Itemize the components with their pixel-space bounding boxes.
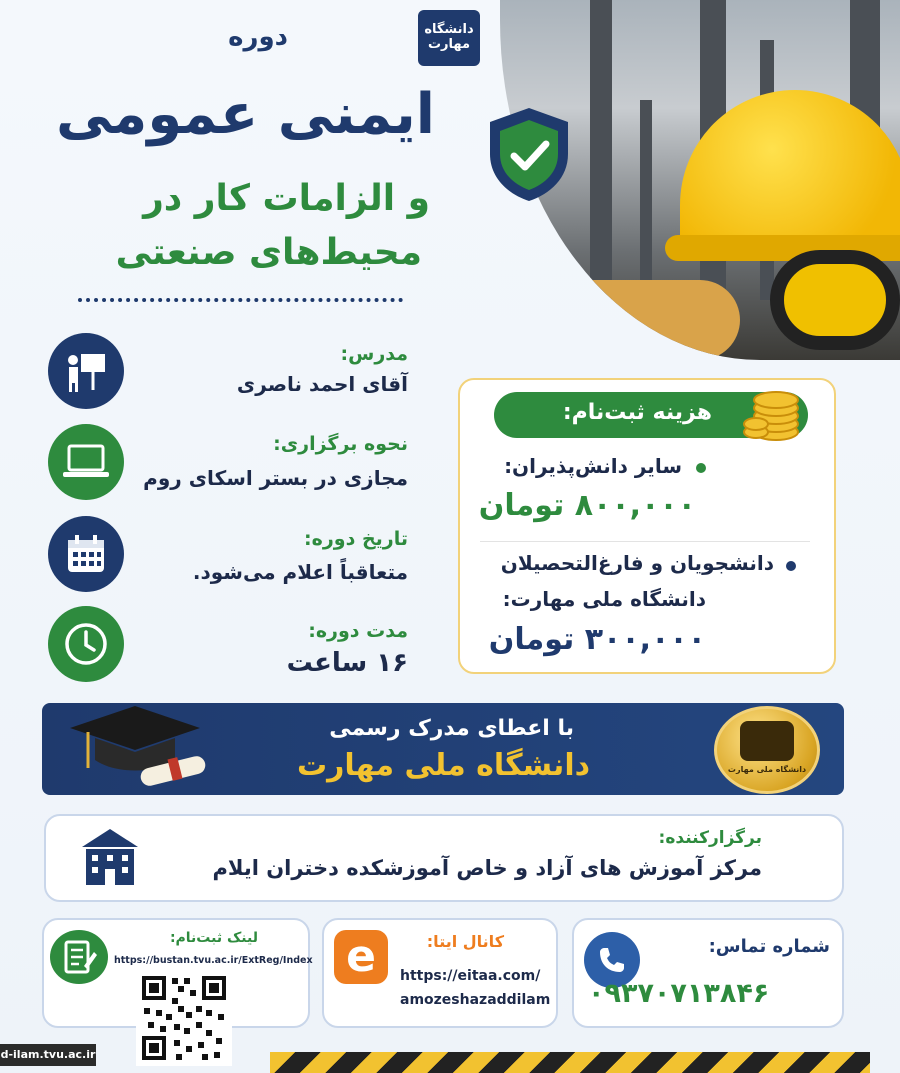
phone-value[interactable]: ۰۹۳۷۰۷۱۳۸۴۶: [588, 978, 770, 1009]
instructor-value: آقای احمد ناصری: [236, 372, 408, 396]
organizer-label: برگزارکننده:: [658, 828, 762, 848]
register-label: لینک ثبت‌نام:: [169, 930, 258, 946]
page-title: ایمنی عمومی: [55, 82, 435, 147]
eitaa-icon[interactable]: e: [334, 930, 388, 984]
calendar-icon: [48, 516, 124, 592]
caution-stripes: [270, 1052, 870, 1073]
date-label: تاریخ دوره:: [304, 528, 408, 550]
graduation-cap-icon: [60, 698, 210, 798]
laptop-icon: [48, 424, 124, 500]
duration-label: مدت دوره:: [308, 620, 408, 642]
fee-item1-price: ۸۰۰,۰۰۰ تومان: [478, 488, 696, 523]
eitaa-label: کانال ایتا:: [426, 932, 504, 951]
banner-line1: با اعطای مدرک رسمی: [329, 716, 574, 741]
university-seal: [714, 706, 820, 794]
seal-text: دانشگاه ملی مهارت: [727, 765, 807, 774]
register-link[interactable]: https://bustan.tvu.ac.ir/ExtReg/Index: [114, 955, 313, 966]
presentation-icon: [48, 333, 124, 409]
date-value: متعاقباً اعلام می‌شود.: [192, 560, 408, 584]
building-icon: [78, 825, 142, 889]
fee-bullet-2: [786, 561, 796, 571]
subtitle-line1: و الزامات کار در: [143, 178, 430, 219]
mode-label: نحوه برگزاری:: [273, 433, 408, 455]
banner-line2: دانشگاه ملی مهارت: [296, 748, 590, 783]
title-divider: [78, 298, 403, 302]
title-small: دوره: [228, 22, 288, 52]
fee-item2-label-line1: دانشجویان و فارغ‌التحصیلان: [500, 551, 774, 575]
instructor-label: مدرس:: [340, 343, 408, 365]
coins-icon: [742, 386, 804, 444]
gloves-icon: [510, 280, 740, 360]
qr-code[interactable]: [136, 970, 232, 1066]
site-tag[interactable]: d-ilam.tvu.ac.ir: [0, 1044, 96, 1066]
eitaa-link-line1[interactable]: https://eitaa.com/: [400, 968, 541, 984]
fee-item1-label: سایر دانش‌پذیران:: [504, 454, 682, 478]
organizer-value: مرکز آموزش های آزاد و خاص آموزشکده دختران ایلام: [212, 856, 762, 880]
mode-value: مجازی در بستر اسکای روم: [143, 466, 408, 490]
phone-label: شماره تماس:: [708, 936, 830, 957]
earmuff-icon: [770, 250, 900, 350]
eitaa-link-line2[interactable]: amozeshazaddilam: [400, 992, 551, 1008]
fee-divider: [480, 541, 810, 542]
fee-item2-price: ۳۰۰,۰۰۰ تومان: [488, 622, 706, 657]
subtitle-line2: محیط‌های صنعتی: [115, 232, 422, 273]
form-icon: [50, 930, 108, 984]
clock-icon: [48, 606, 124, 682]
fee-bullet-1: [696, 463, 706, 473]
shield-check-icon: [484, 104, 574, 204]
duration-value: ۱۶ ساعت: [286, 648, 408, 678]
university-logo: دانشگاه مهارت: [418, 10, 480, 66]
fee-header-label: هزینه ثبت‌نام:: [562, 400, 712, 425]
fee-item2-label-line2: دانشگاه ملی مهارت:: [502, 587, 706, 611]
